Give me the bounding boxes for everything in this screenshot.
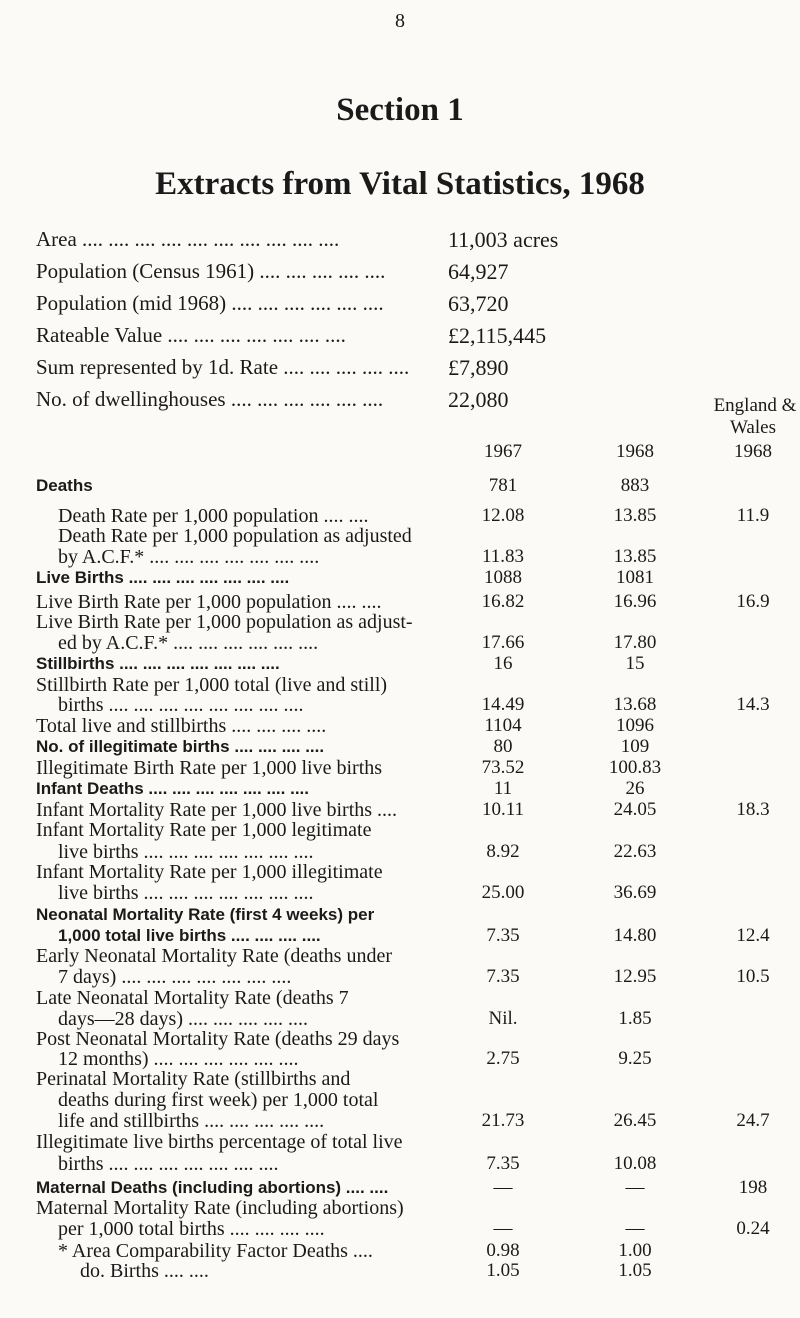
section-title: Section 1 [336,92,464,128]
value-1968: 14.80 [613,925,657,946]
value-1967: 10.11 [481,799,525,820]
row-label: Infant Mortality Rate per 1,000 legitimate [36,819,372,841]
fact-label: Population (Census 1961) .... .... .... .... .... [36,259,386,283]
value-england-wales: 10.5 [736,966,770,987]
value-england-wales: 14.3 [736,694,770,715]
row-label: Live Birth Rate per 1,000 population as adjust- [36,611,413,633]
value-1968: 22.63 [613,841,657,862]
value-1967: 21.73 [481,1110,525,1131]
row-label: births .... .... .... .... .... .... .... .... [58,694,304,716]
fact-label: Population (mid 1968) .... .... .... .... .... .... [36,291,384,315]
value-1967: 7.35 [486,925,520,946]
row-label: deaths during first week) per 1,000 total [58,1089,379,1111]
value-1967: 0.98 [486,1240,520,1261]
row-label: Late Neonatal Mortality Rate (deaths 7 [36,987,349,1009]
value-england-wales: 16.9 [736,591,770,612]
row-label: 12 months) .... .... .... .... .... .... [58,1048,299,1070]
document-title: Extracts from Vital Statistics, 1968 [155,166,645,202]
value-1968: 1.00 [618,1240,652,1261]
row-label: Infant Mortality Rate per 1,000 illegitimate [36,861,383,883]
value-1967: 7.35 [486,966,520,987]
row-label: No. of illegitimate births .... .... .... .... [36,737,325,756]
row-label: Neonatal Mortality Rate (first 4 weeks) per [36,905,375,924]
row-label: per 1,000 total births .... .... .... .... [58,1218,325,1240]
row-label: Death Rate per 1,000 population as adjusted [58,525,412,547]
fact-value: 22,080 [448,387,509,412]
value-1968: 100.83 [608,757,662,778]
value-1967: — [493,1177,513,1198]
fact-rateable-value [36,323,736,355]
value-1968: 9.25 [618,1048,652,1069]
value-1968: 36.69 [613,882,657,903]
value-england-wales: 18.3 [736,799,770,820]
value-1967: 12.08 [481,505,525,526]
value-1968: 13.68 [613,694,657,715]
value-1968: 12.95 [613,966,657,987]
row-label: 7 days) .... .... .... .... .... .... .... [58,966,292,988]
fact-value: £2,115,445 [448,323,547,348]
fact-value: 63,720 [448,291,509,316]
fact-label: Rateable Value .... .... .... .... .... .... .... [36,323,346,347]
row-label: Illegitimate Birth Rate per 1,000 live births [36,757,383,779]
value-1967: 7.35 [486,1153,520,1174]
row-label: days—28 days) .... .... .... .... .... [58,1008,308,1030]
row-label: live births .... .... .... .... .... .... .... [58,841,314,863]
value-1968: 13.85 [613,546,657,567]
row-label: Maternal Mortality Rate (including abortions) [36,1197,404,1219]
row-label: Maternal Deaths (including abortions) .... .... [36,1178,389,1197]
fact-value: 64,927 [448,259,509,284]
fact-label: No. of dwellinghouses .... .... .... .... .... .... [36,387,384,411]
fact-population-census [36,259,736,291]
value-1967: Nil. [488,1008,518,1029]
row-label: do. Births .... .... [80,1260,209,1282]
value-1967: — [493,1218,513,1239]
row-label: Live Births .... .... .... .... .... .... .... [36,568,290,587]
value-1967: 14.49 [481,694,525,715]
value-1968: 24.05 [613,799,657,820]
value-1967: 16 [493,653,513,674]
value-1968: 1.05 [618,1260,652,1281]
value-england-wales: 12.4 [736,925,770,946]
fact-label: Sum represented by 1d. Rate .... .... .... .... .... [36,355,410,379]
value-1968: 1081 [616,567,654,588]
value-1968: 13.85 [613,505,657,526]
fact-value: 11,003 acres [448,227,559,252]
value-1968: — [625,1218,645,1239]
value-1968: 109 [620,736,650,757]
row-label: * Area Comparability Factor Deaths .... [58,1240,373,1262]
value-1967: 2.75 [486,1048,520,1069]
value-1968: 16.96 [613,591,657,612]
value-1967: 781 [488,475,518,496]
fact-dwellinghouses [36,387,736,419]
row-label: ed by A.C.F.* .... .... .... .... .... .... [58,632,319,654]
column-header-england-wales-line1: England & [713,395,797,416]
row-label: Perinatal Mortality Rate (stillbirths and [36,1068,351,1090]
value-1968: 15 [625,653,645,674]
fact-label: Area .... .... .... .... .... .... .... .... .... .... [36,227,340,251]
value-1967: 11.83 [481,546,525,567]
value-1968: 883 [620,475,650,496]
value-england-wales: 0.24 [736,1218,770,1239]
fact-area [36,227,736,259]
fact-population-mid [36,291,736,323]
row-label: Deaths [36,476,93,495]
value-1967: 1088 [484,567,522,588]
row-label: Illegitimate live births percentage of total live [36,1131,403,1153]
column-header-1968: 1968 [616,441,654,462]
column-header-1967: 1967 [484,441,522,462]
value-1968: 26.45 [613,1110,657,1131]
row-label: Early Neonatal Mortality Rate (deaths under [36,945,392,967]
row-label: Post Neonatal Mortality Rate (deaths 29 days [36,1028,400,1050]
value-1968: 1.85 [618,1008,652,1029]
row-label: by A.C.F.* .... .... .... .... .... .... .... [58,546,320,568]
row-label: Infant Deaths .... .... .... .... .... .... .... [36,779,309,798]
value-1967: 8.92 [486,841,520,862]
value-england-wales: 198 [738,1177,768,1198]
value-1967: 80 [493,736,513,757]
row-label: Infant Mortality Rate per 1,000 live births .... [36,799,398,821]
value-1967: 1.05 [486,1260,520,1281]
value-1967: 25.00 [481,882,525,903]
value-england-wales: 11.9 [736,505,770,526]
column-header-england-wales-year: 1968 [734,441,772,462]
row-label: 1,000 total live births .... .... .... .... [58,926,321,945]
summary-facts [36,227,736,419]
fact-value: £7,890 [448,355,509,380]
value-1967: 11 [493,778,513,799]
value-1968: 26 [625,778,645,799]
value-1967: 73.52 [481,757,525,778]
row-label: Stillbirth Rate per 1,000 total (live and still) [36,674,388,696]
row-label: Total live and stillbirths .... .... .... .... [36,715,327,737]
page-number: 8 [395,10,405,32]
fact-penny-rate [36,355,736,387]
row-label: Live Birth Rate per 1,000 population .... .... [36,591,382,613]
value-1968: 17.80 [613,632,657,653]
value-1967: 1104 [484,715,522,736]
row-label: Stillbirths .... .... .... .... .... .... .... [36,654,280,673]
value-1968: 1096 [616,715,654,736]
value-1968: — [625,1177,645,1198]
row-label: births .... .... .... .... .... .... .... [58,1153,279,1175]
row-label: Death Rate per 1,000 population .... .... [58,505,369,527]
value-1967: 17.66 [481,632,525,653]
value-england-wales: 24.7 [736,1110,770,1131]
value-1967: 16.82 [481,591,525,612]
column-header-england-wales-line2: Wales [730,417,776,438]
row-label: live births .... .... .... .... .... .... .... [58,882,314,904]
value-1968: 10.08 [613,1153,657,1174]
row-label: life and stillbirths .... .... .... .... .... [58,1110,325,1132]
